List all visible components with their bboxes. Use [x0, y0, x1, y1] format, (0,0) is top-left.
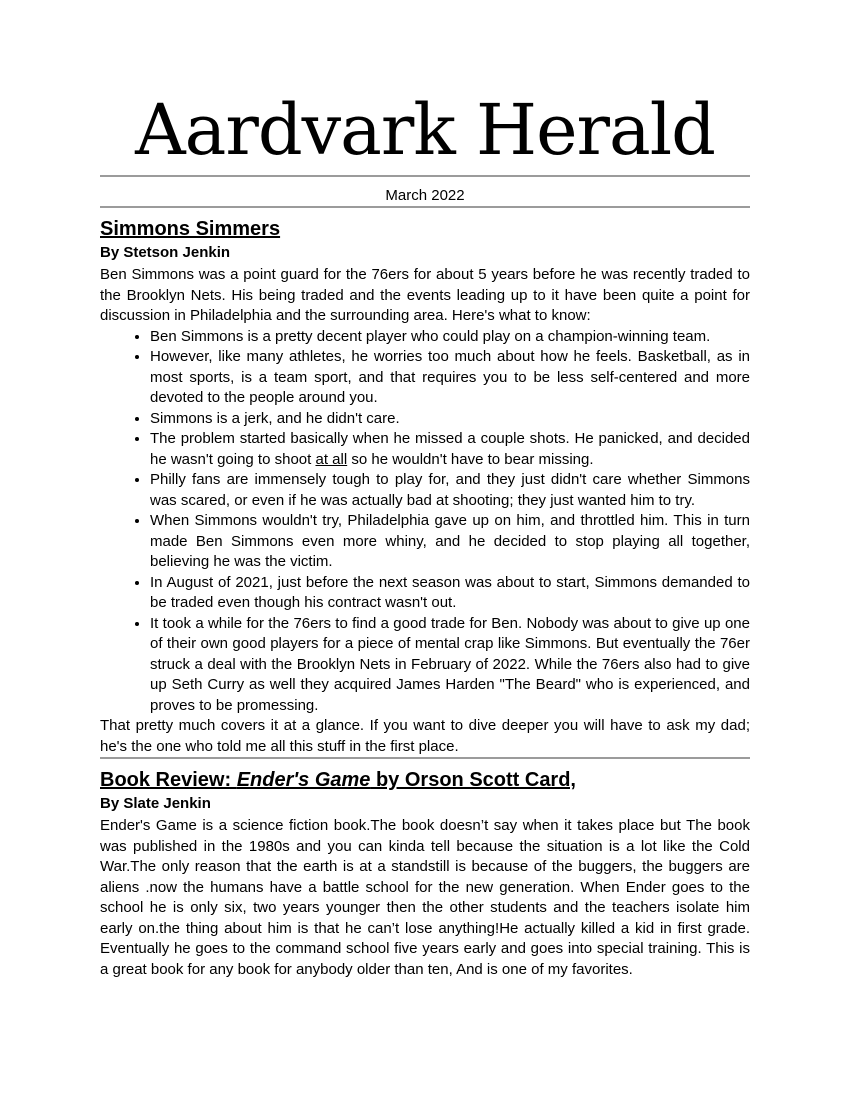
heading-text-suffix: by Orson Scott Card,: [370, 769, 576, 791]
list-item: • Ben Simmons is a pretty decent player who could play on a champion-winning team.: [150, 327, 750, 348]
list-item: • Simmons is a jerk, and he didn't care.: [150, 409, 750, 430]
article-book-review-body: Ender's Game is a science fiction book.The book doesn’t say when it takes place but The book was published in the 1980s and you can kinda tell because the situation is a lot like the Cold War.The only reason that the earth is at a standstill is because of the buggers, the buggers are aliens .now the humans have a battle school for the new generation. When Ender goes to the school he is only six, two years younger then the other students and the teachers isolate him early on.the thing about him is that he can’t lose anything!He actually killed a kid in first grade. Eventually he goes to the command school five years early and goes into special training. This is a great book for any book for anybody older than ten, And is one of my favorites.: [100, 817, 750, 978]
article-simmons: [100, 216, 750, 757]
article-book-review: [100, 767, 750, 980]
list-item: • When Simmons wouldn't try, Philadelphia gave up on him, and throttled him. This in turn made Ben Simmons even more whiny, and he decided to stop playing all together, believing he was the victim.: [150, 511, 750, 573]
article-simmons-closing: That pretty much covers it at a glance. If you want to dive deeper you will have to ask my dad; he's the one who told me all this stuff in the first place.: [100, 717, 750, 755]
newsletter-title: Aardvark Herald: [135, 89, 715, 171]
list-item: • Philly fans are immensely tough to play for, and they just didn't care whether Simmons was scared, or even if he was actually bad at shooting; they just wanted him to try.: [150, 470, 750, 511]
article-simmons-intro: Ben Simmons was a point guard for the 76ers for about 5 years before he was recently traded to the Brooklyn Nets. His being traded and the events leading up to it have been quite a point for discussion in Philadelphia and the surrounding area. Here's what to know:: [100, 266, 750, 324]
article-book-review-byline: By Slate Jenkin: [100, 795, 211, 812]
article-simmons-heading: Simmons Simmers: [100, 218, 281, 240]
list-item: • In August of 2021, just before the next season was about to start, Simmons demanded to be traded even though his contract wasn't out.: [150, 573, 750, 614]
list-item: • However, like many athletes, he worries too much about how he feels. Basketball, as in most sports, is a team sport, and that requires you to be less self-centered and more devoted to the people around you.: [150, 347, 750, 409]
divider-above-date: [100, 175, 750, 177]
divider-between-articles: [100, 757, 750, 759]
list-item: [150, 429, 750, 470]
article-book-review-heading: [100, 767, 750, 793]
issue-date: March 2022: [385, 187, 465, 204]
underlined-phrase: at all: [315, 450, 348, 468]
list-item: • It took a while for the 76ers to find a good trade for Ben. Nobody was about to give up one of their own good players for a piece of mental crap like Simmons. But eventually the 76er struck a deal with the Brooklyn Nets in February of 2022. While the 76ers also had to give up Seth Curry as well they acquired James Harden "The Beard" who is experienced, and proves to be promessing.: [150, 614, 750, 717]
divider-below-date: [100, 206, 750, 208]
book-title-italic: Ender's Game: [236, 769, 371, 791]
article-simmons-byline: By Stetson Jenkin: [100, 244, 231, 261]
heading-text-prefix: Book Review:: [100, 769, 237, 791]
article-simmons-bullet-list: [100, 327, 750, 717]
list-item-text-after: so he wouldn't have to bear missing.: [347, 450, 594, 468]
list-item-text-before: The problem started basically when he missed a couple shots. He panicked, and decided he wasn't going to shoot: [150, 430, 750, 468]
